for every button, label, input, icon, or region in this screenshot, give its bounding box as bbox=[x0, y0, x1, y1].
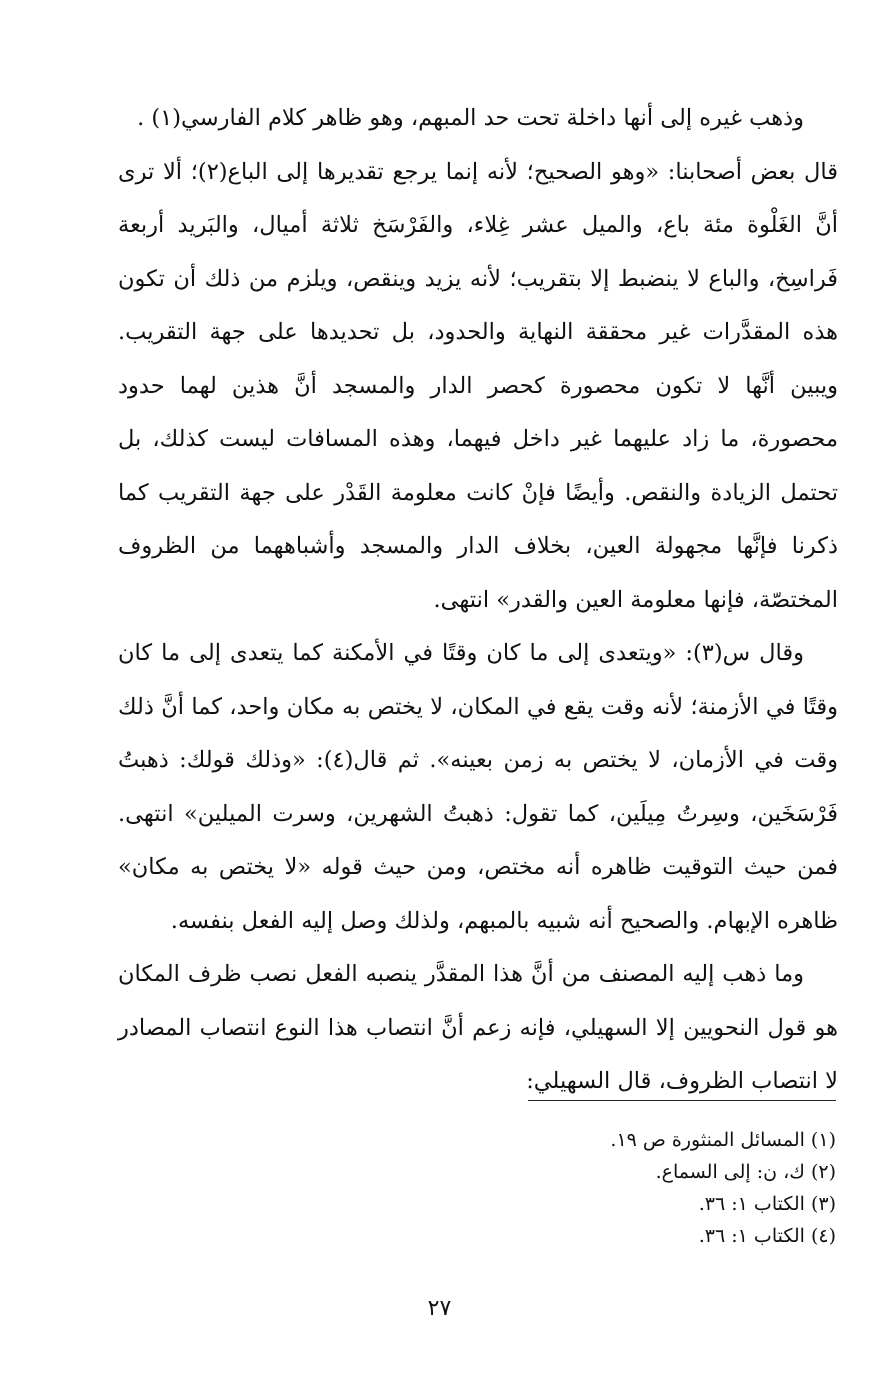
footnote-divider bbox=[528, 1100, 836, 1101]
paragraph-3: وقال س(٣): «ويتعدى إلى ما كان وقتًا في الأمكنة كما يتعدى إلى ما كان وقتًا في الأزمنة؛ لأنه وقت يقع في المكان، لا يختص به مكان واحد، كما أنَّ ذلك وقت في الأزمان، لا يختص به زمن بعينه». ثم قال(٤): «وذلك قولك: ذهبتُ فَرْسَخَين، وسِرتُ مِيلَين، كما تقول: ذهبتُ الشهرين، وسرت الميلين» انتهى. فمن حيث التوقيت ظاهره أنه مختص، ومن حيث قوله «لا يختص به مكان» ظاهره الإبهام. والصحيح أنه شبيه بالمبهم، ولذلك وصل إليه الفعل بنفسه. bbox=[118, 640, 838, 934]
paragraph-4: وما ذهب إليه المصنف من أنَّ هذا المقدَّر ينصبه الفعل نصب ظرف المكان هو قول النحويين إلا السهيلي، فإنه زعم أنَّ انتصاب هذا النوع انتصاب المصادر لا انتصاب الظروف، قال السهيلي: bbox=[118, 961, 838, 1094]
footnotes bbox=[400, 1124, 836, 1252]
footnote-1: (١) المسائل المنثورة ص ١٩. bbox=[610, 1129, 836, 1151]
paragraph-2: قال بعض أصحابنا: «وهو الصحيح؛ لأنه إنما يرجع تقديرها إلى الباع(٢)؛ ألا ترى أنَّ الغَلْوة مئة باع، والميل عشر غِلاء، والفَرْسَخ ثلاثة أميال، والبَريد أربعة فَراسِخ، والباع لا ينضبط إلا بتقريب؛ لأنه يزيد وينقص، ويلزم من ذلك أن تكون هذه المقدَّرات غير محققة النهاية والحدود، بل تحديدها على جهة التقريب. ويبين أنَّها لا تكون محصورة كحصر الدار والمسجد أنَّ هذين لهما حدود محصورة، ما زاد عليهما غير داخل فيهما، وهذه المسافات ليست كذلك، بل تحتمل الزيادة والنقص. وأيضًا فإنْ كانت معلومة القَدْر على جهة التقريب كما ذكرنا فإنَّها مجهولة العين، بخلاف الدار والمسجد وأشباههما من الظروف المختصّة، فإنها معلومة العين والقدر» انتهى. bbox=[118, 158, 839, 613]
page-number: ٢٧ bbox=[427, 1296, 452, 1321]
footnote-4: (٤) الكتاب ١: ٣٦. bbox=[698, 1225, 836, 1247]
paragraph-1: وذهب غيره إلى أنها داخلة تحت حد المبهم، وهو ظاهر كلام الفارسي(١) . bbox=[137, 105, 804, 131]
main-text bbox=[118, 92, 838, 1109]
footnote-2: (٢) ك، ن: إلى السماع. bbox=[655, 1161, 836, 1183]
footnote-3: (٣) الكتاب ١: ٣٦. bbox=[698, 1193, 836, 1215]
